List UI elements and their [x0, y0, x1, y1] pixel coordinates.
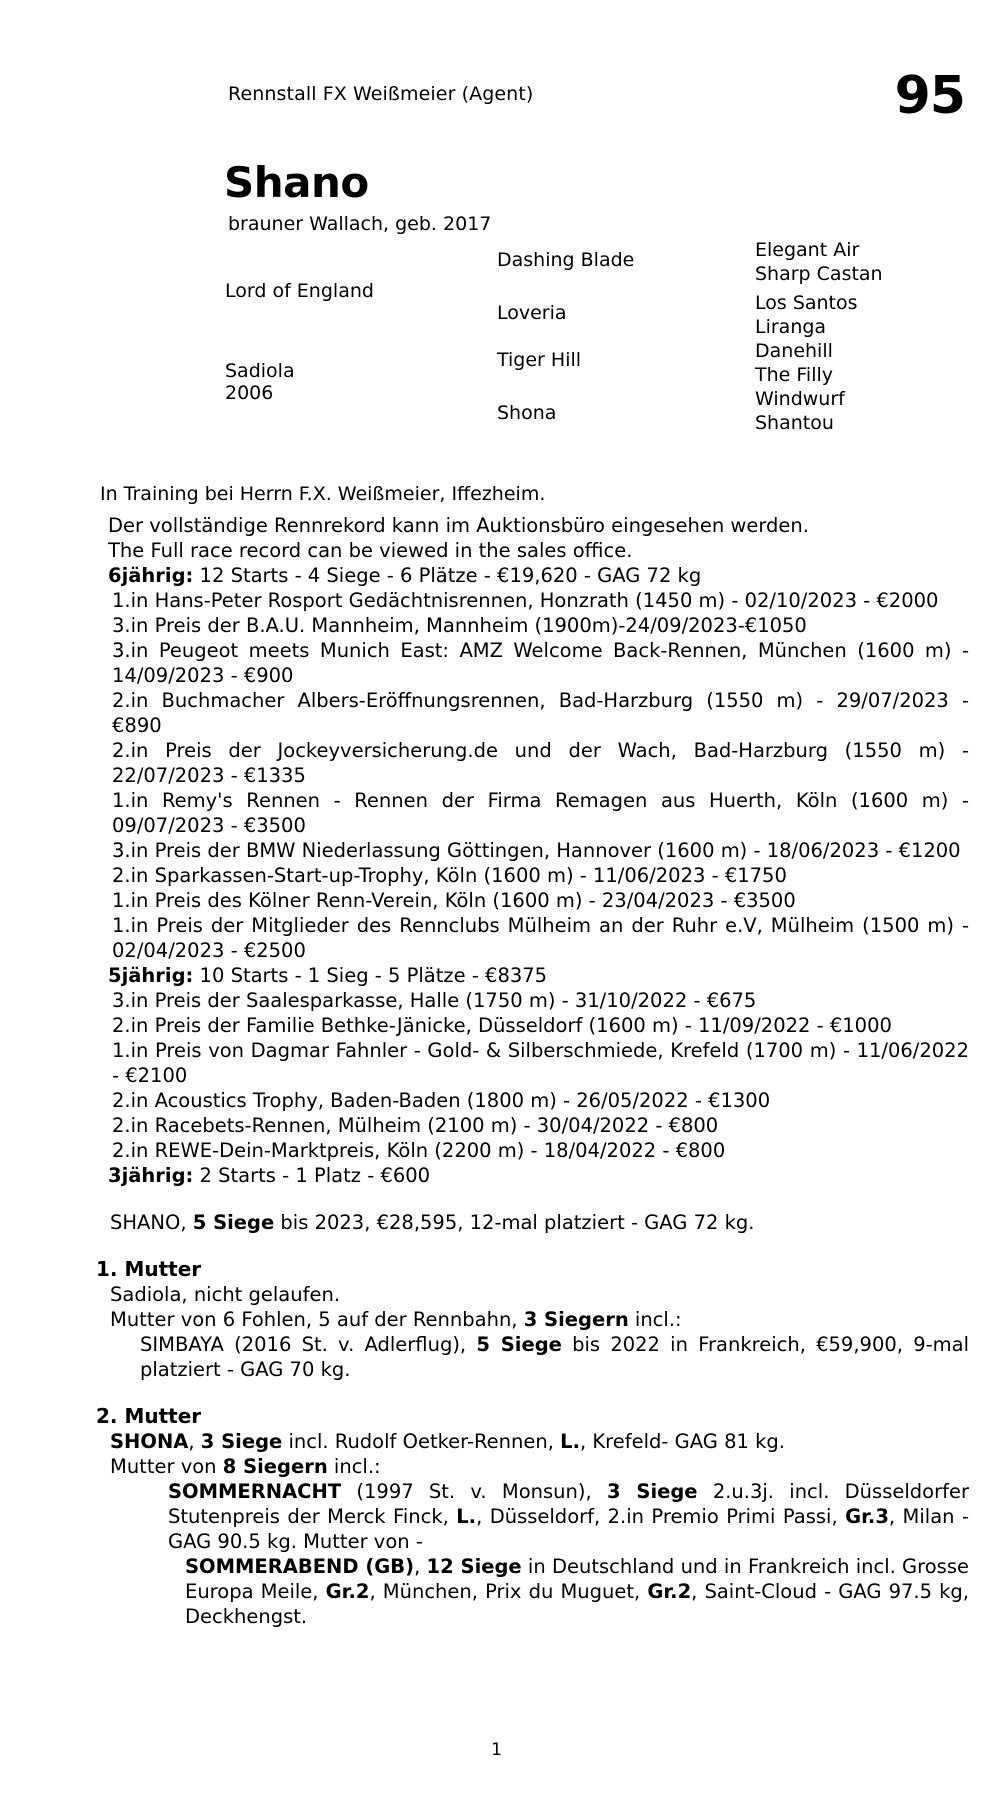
race-record-body [0, 482, 993, 1629]
race-entry: 2.in Buchmacher Albers-Eröffnungsrennen, Bad-Harzburg (1550 m) - 29/07/2023 - €890 [112, 689, 969, 737]
first-dam-winners: 3 Siegern [523, 1308, 629, 1331]
pedigree-sire: Lord of England [225, 280, 374, 302]
progeny-grade-2: Gr.3 [845, 1505, 889, 1528]
pedigree-dam-dam: Shona [497, 402, 557, 424]
progeny-name: SOMMERABEND (GB) [185, 1555, 415, 1578]
second-dam-line-2: Mutter von 8 Siegern incl.: [110, 1455, 381, 1478]
career-summary [0, 1210, 993, 1235]
second-dam-grade: L. [560, 1430, 580, 1453]
season-3-stats: 2 Starts - 1 Platz - €600 [193, 1164, 431, 1187]
race-entry: 1.in Hans-Peter Rosport Gedächtnisrennen, Honzrath (1450 m) - 02/10/2023 - €2000 [112, 589, 939, 612]
first-dam-prefix: Mutter von 6 Fohlen, 5 auf der Rennbahn, [110, 1308, 524, 1331]
section-title-second-dam: 2. Mutter [96, 1404, 202, 1428]
training-line: In Training bei Herrn F.X. Weißmeier, Iffezheim. [100, 483, 546, 505]
first-dam-suffix: incl.: [628, 1308, 682, 1331]
season-3-label: 3jährig: [108, 1164, 194, 1187]
progeny-grade-2: Gr.2 [647, 1580, 692, 1603]
pedigree-gg-2: Sharp Castan [755, 263, 883, 285]
pedigree-gg-5: Danehill [755, 340, 833, 362]
second-dam-wins: 3 Siege [200, 1430, 283, 1453]
season-5-label: 5jährig: [108, 964, 194, 987]
race-entry: 3.in Preis der BMW Niederlassung Göttingen, Hannover (1600 m) - 18/06/2023 - €1200 [112, 839, 961, 862]
second-dam-name: SHONA [110, 1430, 189, 1453]
pedigree-gg-1: Elegant Air [755, 239, 860, 261]
season-5-stats: 10 Starts - 1 Sieg - 5 Plätze - €8375 [193, 964, 548, 987]
race-entry: 2.in Preis der Familie Bethke-Jänicke, Düsseldorf (1600 m) - 11/09/2022 - €1000 [112, 1014, 892, 1037]
section-title-first-dam: 1. Mutter [96, 1257, 202, 1281]
race-entry: 1.in Preis von Dagmar Fahnler - Gold- & Silberschmiede, Krefeld (1700 m) - 11/06/2022 - €2100 [112, 1039, 969, 1087]
race-entry: 1.in Remy's Rennen - Rennen der Firma Remagen aus Huerth, Köln (1600 m) - 09/07/2023 - €3500 [112, 789, 969, 837]
pedigree-dam: Sadiola [225, 360, 295, 382]
season-6-heading [0, 563, 993, 588]
second-dam-line-1: SHONA, 3 Siege incl. Rudolf Oetker-Rennen, L., Krefeld- GAG 81 kg. [110, 1430, 785, 1453]
season-6-stats: 12 Starts - 4 Siege - 6 Plätze - €19,620 - GAG 72 kg [193, 564, 702, 587]
second-dam-progeny-1: SOMMERNACHT (1997 St. v. Monsun), 3 Siege 2.u.3j. incl. Düsseldorfer Stutenpreis der Merck Finck, L., Düsseldorf, 2.in Premio Primi Passi, Gr.3, Milan - GAG 90.5 kg. Mutter von - [168, 1480, 969, 1553]
pedigree-gg-3: Los Santos [755, 292, 858, 314]
first-dam-line-2 [0, 1307, 993, 1332]
race-entry: 3.in Preis der Saalesparkasse, Halle (1750 m) - 31/10/2022 - €675 [112, 989, 757, 1012]
race-entry: 1.in Preis des Kölner Renn-Verein, Köln (1600 m) - 23/04/2023 - €3500 [112, 889, 796, 912]
second-dam-winners: 8 Siegern [222, 1455, 328, 1478]
race-entry: 3.in Peugeot meets Munich East: AMZ Welcome Back-Rennen, München (1600 m) - 14/09/2023 - €900 [112, 639, 969, 687]
pedigree-sire-dam: Loveria [497, 302, 567, 324]
season-3-heading [0, 1163, 993, 1188]
catalog-number: 95 [894, 66, 965, 126]
pedigree-dam-sire: Tiger Hill [497, 349, 582, 371]
agent-line: Rennstall FX Weißmeier (Agent) [228, 83, 534, 105]
first-dam-progeny-1 [0, 1332, 993, 1382]
pedigree-gg-8: Shantou [755, 412, 834, 434]
second-dam-progeny-2: SOMMERABEND (GB), 12 Siege in Deutschland und in Frankreich incl. Grosse Europa Meile, Gr.2, München, Prix du Muguet, Gr.2, Saint-Cloud - GAG 97.5 kg, Deckhengst. [185, 1555, 970, 1628]
pedigree-gg-4: Liranga [755, 316, 827, 338]
first-dam-line-1: Sadiola, nicht gelaufen. [110, 1283, 341, 1306]
pedigree-table [0, 236, 993, 434]
pedigree-gg-7: Windwurf [755, 388, 845, 410]
race-entry: 2.in Sparkassen-Start-up-Trophy, Köln (1600 m) - 11/06/2023 - €1750 [112, 864, 787, 887]
progeny-wins: 3 Siege [606, 1480, 698, 1503]
pedigree-sire-sire: Dashing Blade [497, 249, 635, 271]
race-entry: 3.in Preis der B.A.U. Mannheim, Mannheim (1900m)-24/09/2023-€1050 [112, 614, 807, 637]
progeny-wins: 5 Siege [476, 1333, 562, 1356]
race-entry: 2.in Preis der Jockeyversicherung.de und der Wach, Bad-Harzburg (1550 m) - 22/07/2023 - €1335 [112, 739, 969, 787]
pedigree-dam-year: 2006 [225, 382, 274, 404]
progeny-wins: 12 Siege [426, 1555, 522, 1578]
progeny-grade-1: L. [456, 1505, 477, 1528]
summary-suffix: bis 2023, €28,595, 12-mal platziert - GAG 72 kg. [274, 1211, 755, 1234]
progeny-suffix: bis 2022 in Frankreich, €59,900, 9-mal platziert - GAG 70 kg. [140, 1333, 969, 1381]
season-6-label: 6jährig: [108, 564, 194, 587]
page-number: 1 [491, 1740, 502, 1760]
summary-wins: 5 Siege [192, 1211, 275, 1234]
record-note-en: The Full race record can be viewed in the sales office. [108, 539, 633, 562]
race-entry: 2.in Racebets-Rennen, Mülheim (2100 m) - 30/04/2022 - €800 [112, 1114, 719, 1137]
progeny-grade-1: Gr.2 [325, 1580, 370, 1603]
season-5-heading [0, 963, 993, 988]
race-entry: 2.in REWE-Dein-Marktpreis, Köln (2200 m) - 18/04/2022 - €800 [112, 1139, 726, 1162]
progeny-prefix: SIMBAYA (2016 St. v. Adlerflug), [140, 1333, 477, 1356]
horse-name: Shano [224, 158, 369, 207]
horse-description: brauner Wallach, geb. 2017 [228, 213, 492, 235]
race-entry: 1.in Preis der Mitglieder des Rennclubs Mülheim an der Ruhr e.V, Mülheim (1500 m) - 02/04/2023 - €2500 [112, 914, 969, 962]
summary-prefix: SHANO, [110, 1211, 193, 1234]
record-note-de: Der vollständige Rennrekord kann im Auktionsbüro eingesehen werden. [108, 514, 809, 537]
race-entry: 2.in Acoustics Trophy, Baden-Baden (1800 m) - 26/05/2022 - €1300 [112, 1089, 771, 1112]
pedigree-gg-6: The Filly [755, 364, 834, 386]
progeny-name: SOMMERNACHT [168, 1480, 342, 1503]
